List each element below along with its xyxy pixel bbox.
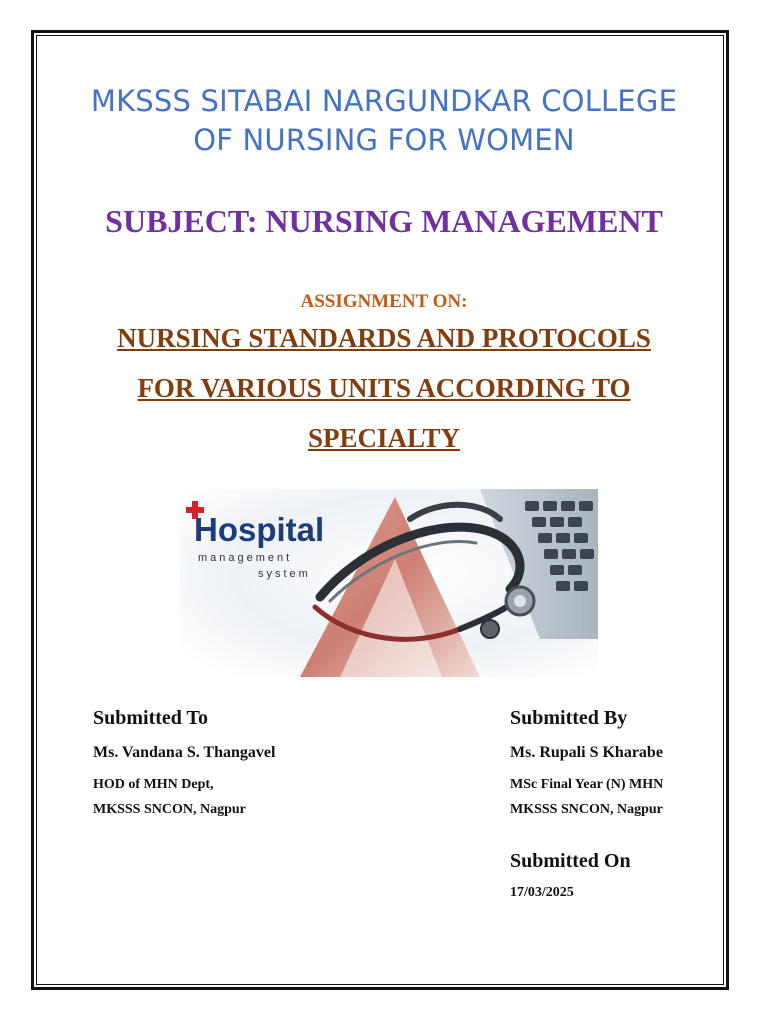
submitted-by-details <box>510 772 663 822</box>
college-name-line-2: OF NURSING FOR WOMEN <box>193 123 575 157</box>
assignment-title-line-1: NURSING STANDARDS AND PROTOCOLS <box>117 323 651 353</box>
submitted-to-line-1: HOD of MHN Dept, <box>93 777 214 792</box>
submitted-to-line-2: MKSSS SNCON, Nagpur <box>93 802 246 817</box>
submitted-by-line-1: MSc Final Year (N) MHN <box>510 777 664 792</box>
assignment-title <box>36 313 732 463</box>
logo-text-hospital: Hospital <box>194 511 325 548</box>
submitted-by-heading: Submitted By <box>510 707 628 729</box>
submitted-to-name: Ms. Vandana S. Thangavel <box>93 744 276 761</box>
hospital-banner-image <box>180 489 598 677</box>
college-name <box>36 82 732 160</box>
logo-text-system: system <box>258 568 311 580</box>
assignment-label: ASSIGNMENT ON: <box>300 291 468 312</box>
assignment-title-line-2: FOR VARIOUS UNITS ACCORDING TO <box>137 373 631 403</box>
logo-text-management: management <box>198 552 293 564</box>
college-name-line-1: MKSSS SITABAI NARGUNDKAR COLLEGE <box>90 84 678 118</box>
submitted-on-block <box>510 850 631 901</box>
submitted-to-details <box>93 772 275 822</box>
assignment-title-line-3: SPECIALTY <box>307 423 461 453</box>
submitted-to-heading: Submitted To <box>93 707 209 729</box>
submitted-by-line-2: MKSSS SNCON, Nagpur <box>510 802 663 817</box>
submitted-to-block <box>93 707 275 822</box>
subject-heading: SUBJECT: NURSING MANAGEMENT <box>105 203 663 239</box>
submitted-by-block <box>510 707 663 822</box>
submitted-on-heading: Submitted On <box>510 850 631 872</box>
submitted-by-name: Ms. Rupali S Kharabe <box>510 744 663 761</box>
hospital-banner-illustration <box>180 489 598 677</box>
submitted-on-date: 17/03/2025 <box>510 885 574 900</box>
